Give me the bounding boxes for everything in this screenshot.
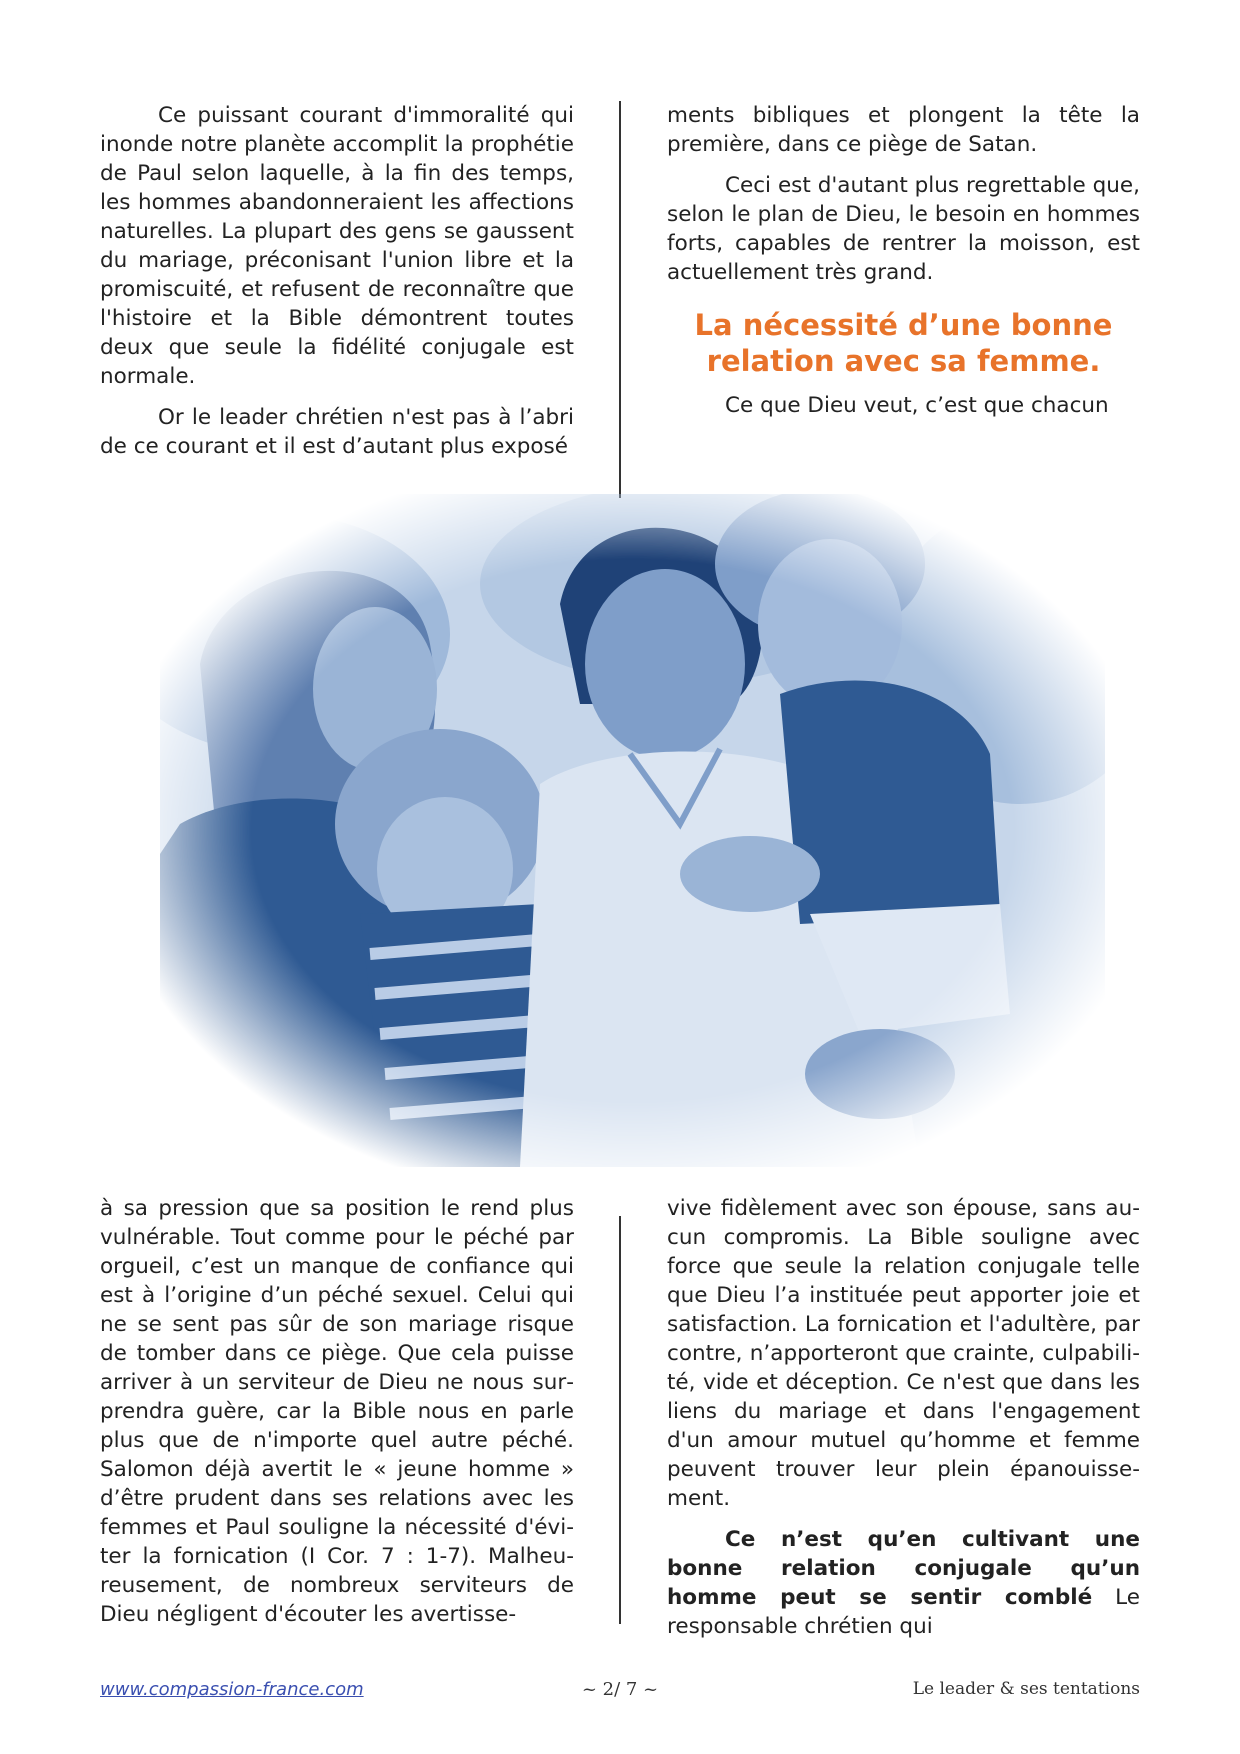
paragraph <box>667 1525 1140 1641</box>
paragraph: à sa pression que sa position le rend plus vulnérable. Tout comme pour le péché par orgueil, c’est un manque de confiance qui est à l’origine d’un péché sexuel. Celui qui ne se sent pas sûr de son mariage risque de tomber dans ce piège. Que cela puisse arriver à un serviteur de Dieu ne nous surprendra guère, car la Bible nous en parle plus que de n'importe quel autre péché. Salomon déjà avertit le « jeune homme » d’être prudent dans ses relations avec les femmes et Paul souligne la nécessité d'éviter la fornication (I Cor. 7 : 1-7). Malheureusement, de nombreux serviteurs de Dieu négligent d'écouter les avertisse- <box>100 1196 574 1627</box>
bold-statement: Ce n’est qu’en cultivant une bonne relation conjugale qu’un homme peut se sentir comblé <box>667 1527 1140 1610</box>
paragraph: Or le leader chrétien n'est pas à l’abri de ce courant et il est d’autant plus exposé <box>100 405 574 459</box>
section-heading-line: La nécessité d’une bonne <box>694 308 1113 342</box>
paragraph-continuation: Le responsable chrétien qui <box>667 1585 1140 1639</box>
paragraph: vive fidèlement avec son épouse, sans aucun compromis. La Bible souligne avec force que seule la relation conjugale telle que Dieu l’a instituée peut apporter joie et satisfaction. La fornication et l'adultère, par contre, n’apporteront que crainte, culpabilité, vide et déception. Ce n'est que dans les liens du mariage et dans l'engagement d'un amour mutuel qu’homme et femme peuvent trouver leur plein épanouissement. <box>667 1196 1140 1511</box>
footer-website-link[interactable]: www.compassion-france.com <box>100 1679 364 1700</box>
bottom-right-column <box>667 1194 1140 1653</box>
family-photo <box>160 494 1105 1167</box>
family-photo-illustration <box>160 494 1105 1167</box>
section-heading <box>667 307 1140 379</box>
paragraph: Ceci est d'autant plus regrettable que, selon le plan de Dieu, le besoin en hommes forts, capables de rentrer la moisson, est actuellement très grand. <box>667 173 1140 285</box>
paragraph: Ce puissant courant d'immoralité qui inonde notre planète accomplit la prophétie de Paul selon laquelle, à la fin des temps, les hommes abandonneraient les affections naturelles. La plupart des gens se gaussent du mariage, préconisant l'union libre et la promiscuité, et refusent de reconnaître que l'histoire et la Bible démontrent toutes deux que seule la fidélité conjugale est normale. <box>100 103 574 389</box>
column-divider <box>619 1216 621 1624</box>
paragraph: ments bibliques et plongent la tête la première, dans ce piège de Satan. <box>667 103 1140 157</box>
section-heading-line: relation avec sa femme. <box>706 344 1101 378</box>
column-divider <box>619 101 621 498</box>
paragraph: Ce que Dieu veut, c’est que chacun <box>725 393 1109 418</box>
top-right-column <box>667 101 1140 432</box>
bottom-left-column <box>100 1194 574 1641</box>
page-number: ~ 2/ 7 ~ <box>581 1679 659 1700</box>
footer-document-title: Le leader & ses tentations <box>912 1679 1140 1699</box>
top-left-column <box>100 101 574 473</box>
